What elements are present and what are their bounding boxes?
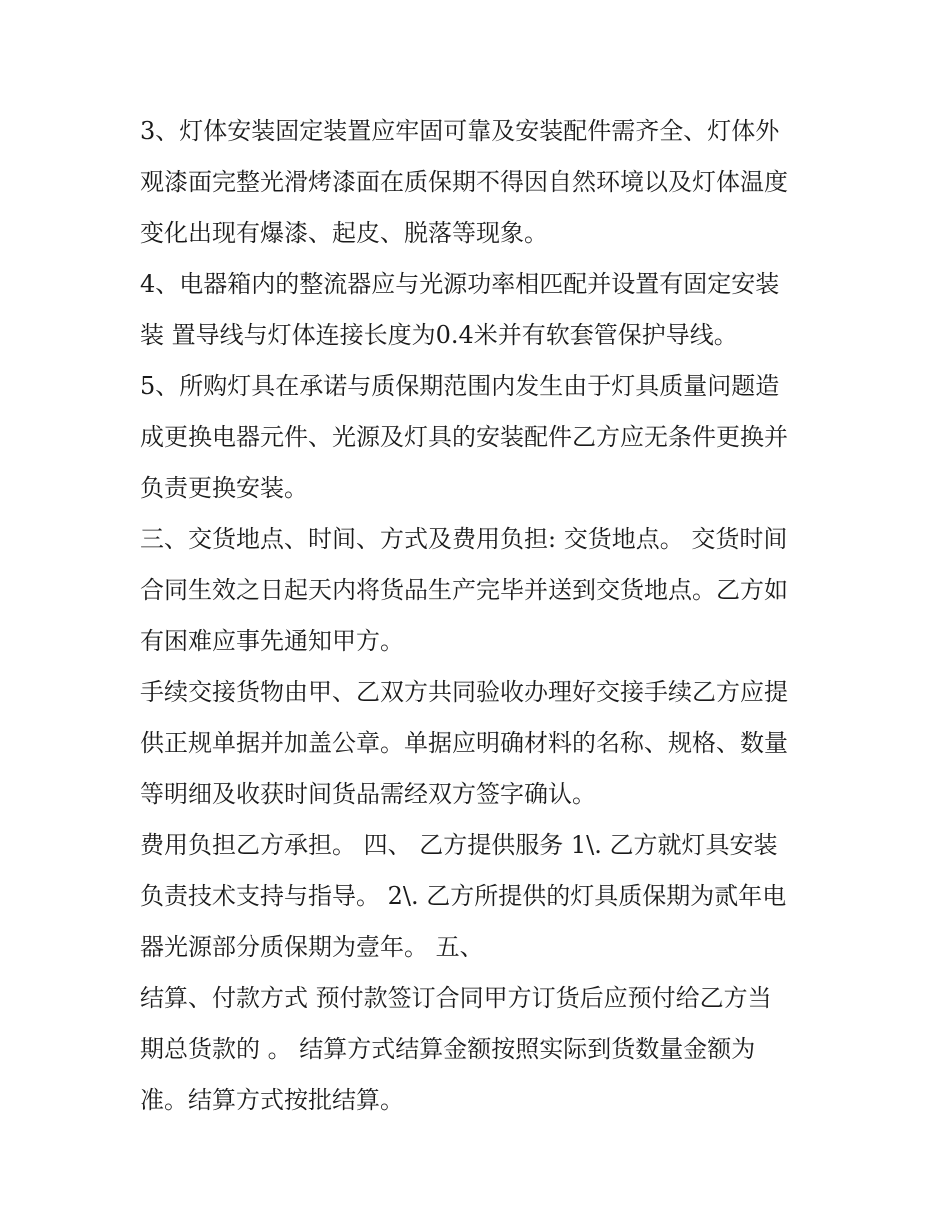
text-line: 成更换电器元件、光源及灯具的安装配件乙方应无条件更换并 (140, 423, 788, 451)
text-line: 有困难应事先通知甲方。 (140, 627, 404, 655)
text-line: 5、所购灯具在承诺与质保期范围内发生由于灯具质量问题造 (140, 372, 780, 400)
text-line: 等明细及收获时间货品需经双方签字确认。 (140, 780, 596, 808)
text-line: 器光源部分质保期为壹年。 五、 (140, 933, 484, 961)
text-line: 手续交接货物由甲、乙双方共同验收办理好交接手续乙方应提 (140, 678, 788, 706)
text-line: 准。结算方式按批结算。 (140, 1086, 404, 1114)
text-line: 供正规单据并加盖公章。单据应明确材料的名称、规格、数量 (140, 729, 788, 757)
text-line: 期总货款的 。 结算方式结算金额按照实际到货数量金额为 (140, 1035, 756, 1063)
text-line: 负责更换安装。 (140, 474, 308, 502)
document-body (140, 106, 830, 1126)
text-line: 结算、付款方式 预付款签订合同甲方订货后应预付给乙方当 (140, 984, 772, 1012)
text-line: 费用负担乙方承担。 四、 乙方提供服务 1\. 乙方就灯具安装 (140, 831, 778, 859)
text-line: 变化出现有爆漆、起皮、脱落等现象。 (140, 219, 548, 247)
text-line: 3、灯体安装固定装置应牢固可靠及安装配件需齐全、灯体外 (140, 117, 780, 145)
text-line: 负责技术支持与指导。 2\. 乙方所提供的灯具质保期为贰年电 (140, 882, 787, 910)
text-line: 观漆面完整光滑烤漆面在质保期不得因自然环境以及灯体温度 (140, 168, 788, 196)
text-line: 装 置导线与灯体连接长度为0.4米并有软套管保护导线。 (140, 321, 738, 349)
text-line: 4、电器箱内的整流器应与光源功率相匹配并设置有固定安装 (140, 270, 780, 298)
text-line: 三、交货地点、时间、方式及费用负担: 交货地点。 交货时间 (140, 525, 788, 553)
text-line: 合同生效之日起天内将货品生产完毕并送到交货地点。乙方如 (140, 576, 788, 604)
